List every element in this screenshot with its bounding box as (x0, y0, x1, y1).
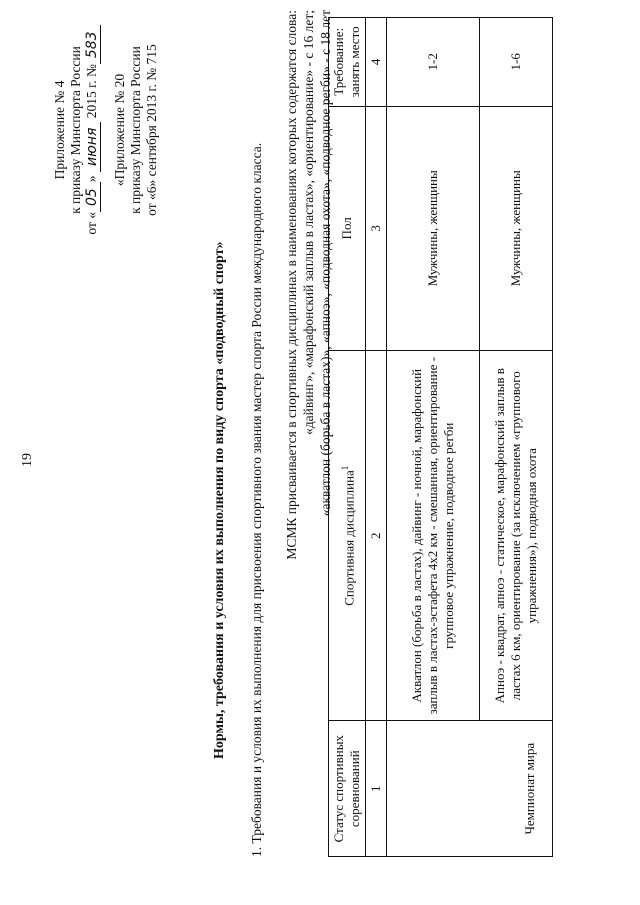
col-number: 2 (366, 351, 387, 721)
paragraph-2-line-2: «дайвинг», «марафонский заплыв в ластах», «ориентирование» - с 16 лет; (301, 10, 316, 435)
old-appendix-line: «Приложение № 20 (112, 73, 127, 187)
paragraph-2-line-1: МСМК присваивается в спортивных дисциплинах в наименованиях которых содержатся слова: (284, 10, 299, 560)
footnote-marker: 1 (339, 465, 350, 471)
paragraph-1: 1. Требования и условия их выполнения для присвоения спортивного звания мастер спорта России международного класса. (249, 142, 264, 857)
header-sex: Пол (329, 106, 366, 350)
paragraph-2 (283, 10, 334, 730)
order-line: к приказу Минспорта России (68, 46, 83, 214)
handwritten-month: июня (84, 122, 101, 172)
order-date-line: от «05» июня 2015 г. №583 (84, 20, 100, 240)
handwritten-number: 583 (84, 25, 101, 64)
col-number: 1 (366, 721, 387, 857)
appendix-header (52, 20, 160, 240)
sex-cell: Мужчины, женщины (480, 106, 553, 350)
paragraph-2-line-3: «акватлон (борьба в ластах)», «апноэ», «подводная охота», «подводное регби» - с 18 лет (318, 10, 333, 517)
norms-table (328, 17, 553, 857)
col-number: 4 (366, 18, 387, 107)
status-cell: Чемпионат мира (387, 721, 553, 857)
old-date-line: от «6» сентября 2013 г. № 715 (144, 44, 159, 216)
place-cell: 1-2 (387, 18, 480, 107)
discipline-cell: Апноэ - квадрат, апноэ - статическое, марафонский заплыв в ластах 6 км, ориентирование (за исключением «группового упражнения»), подводная охота (480, 351, 553, 721)
header-place: Требование: занять место (329, 18, 366, 107)
header-discipline: Спортивная дисциплина$^1$ (329, 351, 366, 721)
place-cell: 1-6 (480, 18, 553, 107)
table-header-row (329, 18, 366, 857)
handwritten-day: 05 (84, 182, 101, 212)
col-number: 3 (366, 106, 387, 350)
discipline-cell: Акватлон (борьба в ластах), дайвинг - ночной, марафонский заплыв в ластах-эстафета 4х2 км - смешанная, ориентирование - групповое упражнение, подводное регби (387, 351, 480, 721)
old-order-line: к приказу Минспорта России (128, 46, 143, 214)
table-row (387, 18, 480, 857)
sex-cell: Мужчины, женщины (387, 106, 480, 350)
table-number-row (366, 18, 387, 857)
header-status: Статус спортивных соревнований (329, 721, 366, 857)
document-title: Нормы, требования и условия их выполнения по виду спорта «подводный спорт» (212, 241, 227, 759)
appendix-line: Приложение № 4 (52, 80, 67, 180)
page-number: 19 (20, 453, 35, 467)
